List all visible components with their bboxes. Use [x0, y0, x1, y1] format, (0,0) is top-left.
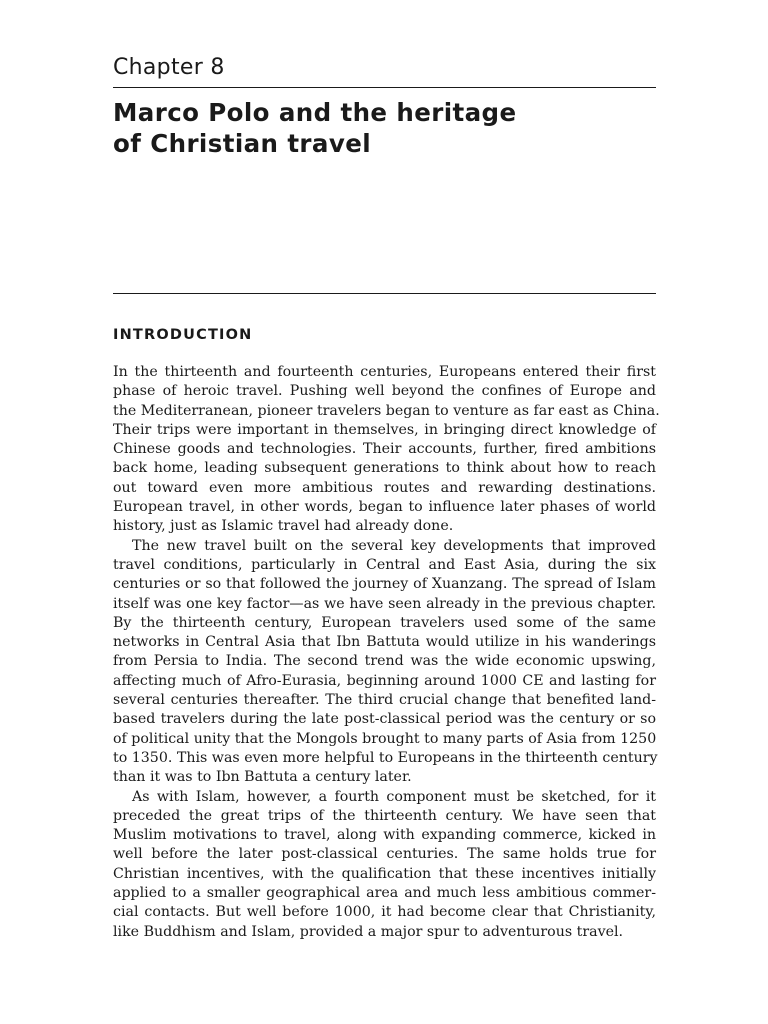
paragraph-line: In the thirteenth and fourteenth centuries, Europeans entered their first [113, 364, 656, 380]
chapter-title-line: of Christian travel [113, 129, 372, 158]
paragraph-line: like Buddhism and Islam, provided a major spur to adventurous travel. [113, 923, 624, 940]
chapter-title [113, 97, 653, 159]
paragraph-line: Muslim motivations to travel, along with expanding commerce, kicked in [113, 827, 656, 844]
chapter-top-rule [113, 87, 656, 88]
paragraph-line: the Mediterranean, pioneer travelers began to venture as far east as China. [113, 402, 660, 419]
paragraph [113, 537, 656, 788]
paragraph-line: history, just as Islamic travel had already done. [113, 518, 454, 535]
body-text [113, 363, 660, 942]
chapter-bottom-rule [113, 293, 656, 294]
paragraph-line: than it was to Ibn Battuta a century later. [113, 769, 412, 786]
paragraph-line: itself was one key factor—as we have seen already in the previous chapter. [113, 595, 656, 612]
paragraph-line: networks in Central Asia that Ibn Battuta would utilize in his wanderings [113, 634, 656, 651]
paragraph-line: preceded the great trips of the thirteenth century. We have seen that [113, 807, 656, 824]
paragraph-line: of political unity that the Mongols brought to many parts of Asia from 1250 [113, 730, 657, 747]
chapter-label: Chapter 8 [113, 55, 225, 80]
paragraph-line: several centuries thereafter. The third crucial change that benefited land- [113, 692, 656, 709]
paragraph [113, 363, 660, 537]
paragraph-line: cial contacts. But well before 1000, it had become clear that Christianity, [113, 904, 656, 921]
paragraph-line: By the thirteenth century, European travelers used some of the same [113, 614, 656, 631]
paragraph-line: affecting much of Afro-Eurasia, beginning around 1000 CE and lasting for [113, 672, 656, 689]
paragraph-line: from Persia to India. The second trend was the wide economic upswing, [113, 653, 656, 670]
paragraph-line: Christian incentives, with the qualification that these incentives initially [113, 865, 656, 882]
paragraph-line: phase of heroic travel. Pushing well beyond the confines of Europe and [113, 383, 656, 400]
chapter-title-line: Marco Polo and the heritage [113, 98, 517, 127]
paragraph-line: travel conditions, particularly in Central and East Asia, during the six [113, 556, 656, 573]
paragraph-line: centuries or so that followed the journey of Xuanzang. The spread of Islam [113, 576, 656, 593]
paragraph-line: out toward even more ambitious routes and rewarding destinations. [113, 479, 656, 496]
paragraph-line: applied to a smaller geographical area and much less ambitious commer- [113, 885, 656, 902]
paragraph-line: to 1350. This was even more helpful to Europeans in the thirteenth century [113, 749, 658, 766]
paragraph-line: The new travel built on the several key developments that improved [132, 537, 656, 554]
paragraph-line: back home, leading subsequent generations to think about how to reach [113, 460, 656, 477]
paragraph-line: Their trips were important in themselves, in bringing direct knowledge of [113, 421, 656, 438]
paragraph-line: European travel, in other words, began to influence later phases of world [113, 499, 656, 516]
paragraph-line: based travelers during the late post-classical period was the century or so [113, 711, 656, 728]
paragraph-line: As with Islam, however, a fourth component must be sketched, for it [132, 788, 656, 805]
paragraph [113, 788, 656, 942]
paragraph-line: well before the later post-classical centuries. The same holds true for [113, 846, 656, 863]
section-heading: INTRODUCTION [113, 327, 253, 343]
paragraph-line: Chinese goods and technologies. Their accounts, further, fired ambitions [113, 441, 656, 458]
